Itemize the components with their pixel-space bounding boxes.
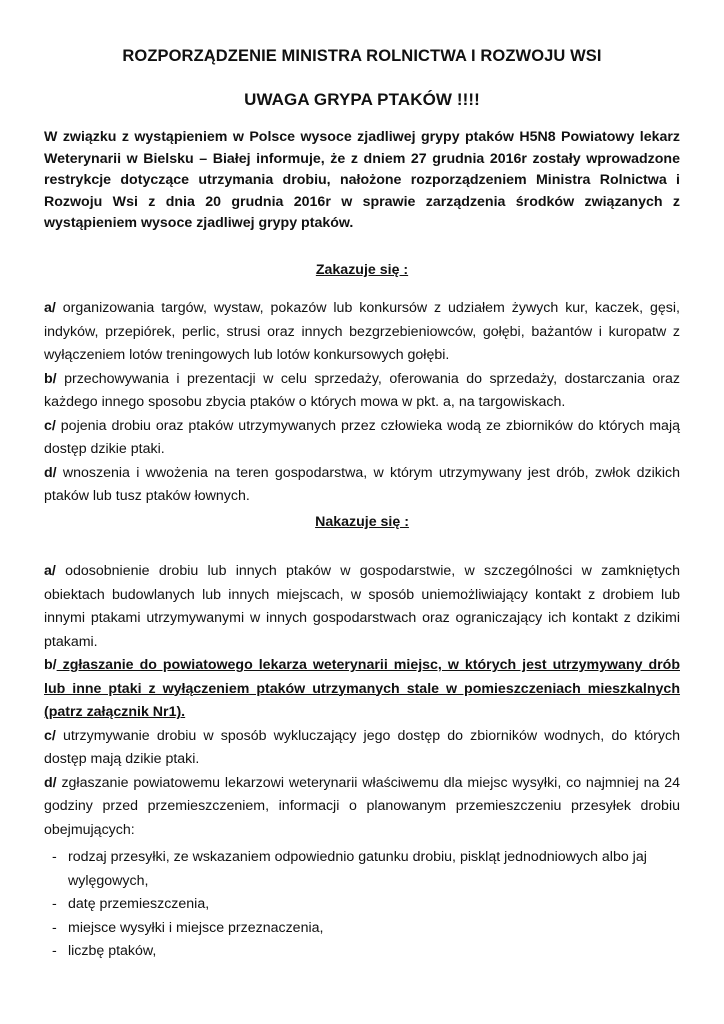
orders-heading: Nakazuje się : bbox=[315, 514, 409, 530]
dash-bullet: - bbox=[52, 919, 57, 936]
item-label: b/ bbox=[44, 370, 57, 387]
item-label: d/ bbox=[44, 464, 57, 481]
list-item bbox=[44, 415, 680, 462]
list-item bbox=[44, 560, 680, 654]
prohibitions-heading: Zakazuje się : bbox=[315, 262, 409, 278]
item-label: d/ bbox=[44, 774, 57, 791]
sub-list-item bbox=[52, 917, 672, 941]
item-label: b/ bbox=[44, 657, 57, 673]
sub-list-item bbox=[52, 893, 672, 917]
item-text: wnoszenia i wwożenia na teren gospodarstwa, w którym utrzymywany jest drób, zwłok dzikich ptaków lub tusz ptaków łownych. bbox=[44, 464, 680, 504]
list-item bbox=[44, 654, 680, 725]
page-subtitle: UWAGA GRYPA PTAKÓW !!!! bbox=[244, 90, 480, 109]
orders-list bbox=[44, 560, 680, 842]
dash-bullet: - bbox=[52, 896, 57, 912]
item-text: organizowania targów, wystaw, pokazów lub konkursów z udziałem żywych kur, kaczek, gęsi, indyków, przepiórek, perlic, strusi oraz innych bezgrzebieniowców, gołębi, bażantów i kuropatw z wyłączeniem lotów treningowych lub lotów konkursowych gołębi. bbox=[44, 300, 680, 363]
item-text-emphasized: zgłaszanie do powiatowego lekarza weterynarii miejsc, w których jest utrzymywany drób lub inne ptaki z wyłączeniem ptaków utrzymanych stale w pomieszczeniach mieszkalnych (patrz załącznik Nr1). bbox=[44, 657, 680, 720]
shipment-info-list bbox=[52, 846, 672, 964]
sub-list-item bbox=[52, 846, 672, 893]
list-item bbox=[44, 368, 680, 415]
list-item bbox=[44, 462, 680, 509]
list-item bbox=[44, 772, 680, 843]
intro-paragraph: W związku z wystąpieniem w Polsce wysoce zjadliwej grypy ptaków H5N8 Powiatowy lekarz Weterynarii w Bielsku – Białej informuje, że z dniem 27 grudnia 2016r zostały wprowadzone restrykcje dotyczące utrzymania drobiu, nałożone rozporządzeniem Ministra Rolnictwa i Rozwoju Wsi z dnia 20 grudnia 2016r w sprawie zarządzenia środków związanych z wystąpieniem wysoce zjadliwej grypy ptaków. bbox=[44, 129, 680, 231]
item-text: zgłaszanie powiatowemu lekarzowi weterynarii właściwemu dla miejsc wysyłki, co najmniej na 24 godziny przed przemieszczeniem, informacji o planowanym przemieszczeniu przesyłek drobiu obejmujących: bbox=[44, 774, 680, 838]
page-title: ROZPORZĄDZENIE MINISTRA ROLNICTWA I ROZWOJU WSI bbox=[122, 47, 602, 65]
sub-item-text: liczbę ptaków, bbox=[68, 943, 157, 959]
item-label: c/ bbox=[44, 727, 56, 744]
item-label: a/ bbox=[44, 300, 56, 316]
dash-bullet: - bbox=[52, 943, 57, 959]
dash-bullet: - bbox=[52, 849, 57, 865]
sub-list-item bbox=[52, 940, 672, 964]
item-text: przechowywania i prezentacji w celu sprzedaży, oferowania do sprzedaży, dostarczania oraz każdego innego sposobu zbycia ptaków o których mowa w pkt. a, na targowiskach. bbox=[44, 370, 680, 410]
sub-item-text: miejsce wysyłki i miejsce przeznaczenia, bbox=[68, 919, 324, 936]
item-text: odosobnienie drobiu lub innych ptaków w gospodarstwie, w szczególności w zamkniętych obiektach budowlanych lub innych miejscach, w sposób uniemożliwiający kontakt z drobiem lub innymi ptakami utrzymywanymi w innych gospodarstwach oraz ograniczający ich kontakt z dzikimi ptakami. bbox=[44, 563, 680, 650]
item-label: a/ bbox=[44, 563, 56, 579]
list-item bbox=[44, 725, 680, 772]
sub-item-text: datę przemieszczenia, bbox=[68, 896, 210, 912]
item-label: c/ bbox=[44, 417, 56, 434]
item-text: utrzymywanie drobiu w sposób wykluczający jego dostęp do zbiorników wodnych, do których dostęp mają dzikie ptaki. bbox=[44, 727, 680, 767]
sub-item-text: rodzaj przesyłki, ze wskazaniem odpowiednio gatunku drobiu, piskląt jednodniowych albo jaj wylęgowych, bbox=[68, 849, 647, 889]
list-item bbox=[44, 297, 680, 368]
prohibitions-list bbox=[44, 297, 680, 509]
item-text: pojenia drobiu oraz ptaków utrzymywanych przez człowieka wodą ze zbiorników do których mają dostęp dzikie ptaki. bbox=[44, 417, 680, 457]
